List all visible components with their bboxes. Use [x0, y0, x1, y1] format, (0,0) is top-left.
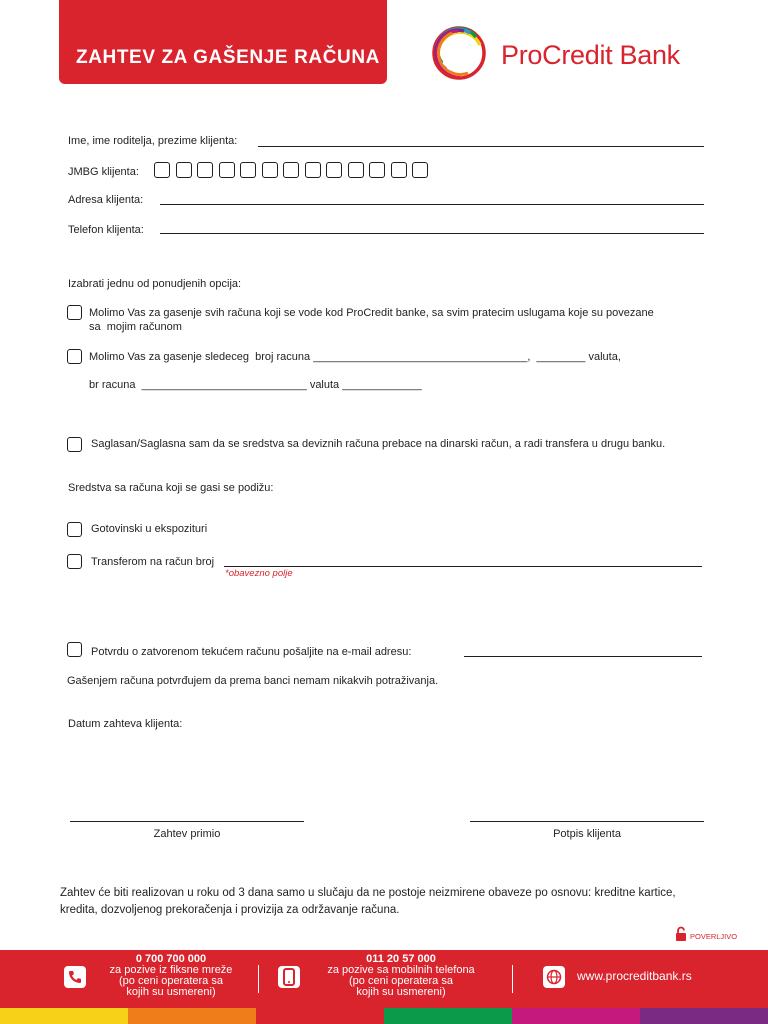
jmbg-digit-box[interactable] [326, 162, 342, 178]
color-stripe-green [384, 1008, 512, 1024]
color-stripe-red [256, 1008, 384, 1024]
procredit-logo-icon [430, 25, 490, 81]
lock-icon [675, 926, 687, 941]
date-label: Datum zahteva klijenta: [68, 718, 183, 730]
address-label: Adresa klijenta: [68, 194, 144, 206]
jmbg-digit-box[interactable] [176, 162, 192, 178]
jmbg-label: JMBG klijenta: [68, 166, 139, 178]
mobile-icon [278, 966, 300, 988]
jmbg-digit-box[interactable] [305, 162, 321, 178]
single-account-checkbox[interactable] [67, 349, 82, 364]
mobile-text1: za pozive sa mobilnih telefona [327, 964, 475, 976]
globe-icon [543, 966, 565, 988]
color-stripe-magenta [512, 1008, 640, 1024]
jmbg-digit-box[interactable] [348, 162, 364, 178]
color-stripe-purple [640, 1008, 768, 1024]
all-accounts-text-line1: Molimo Vas za gasenje svih računa koji se vode kod ProCredit banke, sa svim pratecim uslugama koje su povezane [89, 307, 654, 319]
jmbg-digit-box[interactable] [369, 162, 385, 178]
form-title: ZAHTEV ZA GAŠENJE RAČUNA [76, 47, 380, 68]
phone-field[interactable] [160, 233, 704, 234]
website-link[interactable]: www.procreditbank.rs [577, 969, 692, 983]
all-accounts-option [89, 306, 729, 334]
options-heading: Izabrati jednu od ponudjenih opcija: [68, 278, 242, 290]
phone-icon [64, 966, 86, 988]
transfer-checkbox[interactable] [67, 554, 82, 569]
color-stripe-yellow [0, 1008, 128, 1024]
landline-number: 0 700 700 000 [135, 953, 207, 965]
received-by-signature-line[interactable] [70, 821, 304, 822]
footer-separator [512, 965, 513, 993]
email-option: Potvrdu o zatvorenom tekućem računu pošaljite na e-mail adresu: [91, 646, 412, 658]
withdrawal-heading: Sredstva sa računa koji se gasi se podižu: [68, 482, 274, 494]
phone-label: Telefon klijenta: [68, 224, 144, 236]
landline-text1: za pozive iz fiksne mreže [109, 964, 233, 976]
color-stripe-orange [128, 1008, 256, 1024]
received-by-label: Zahtev primio [153, 828, 221, 840]
no-claims-statement: Gašenjem računa potvrđujem da prema banci nemam nikakvih potraživanja. [67, 675, 439, 687]
mobile-text2: (po ceni operatera sa [349, 975, 453, 987]
email-field[interactable] [464, 656, 702, 657]
jmbg-digit-box[interactable] [240, 162, 256, 178]
email-checkbox[interactable] [67, 642, 82, 657]
jmbg-digit-box[interactable] [283, 162, 299, 178]
consent-text: Saglasan/Saglasna sam da se sredstva sa deviznih računa prebace na dinarski račun, a radi transfera u drugu banku. [91, 438, 666, 450]
title-band [59, 0, 387, 84]
client-name-label: Ime, ime roditelja, prezime klijenta: [68, 135, 238, 147]
jmbg-digit-box[interactable] [197, 162, 213, 178]
landline-text3: kojih su usmereni) [126, 986, 216, 998]
address-field[interactable] [160, 204, 704, 205]
single-account-text: Molimo Vas za gasenje sledeceg broj racuna ___________________________________, ________ valuta, [89, 351, 621, 363]
notice-line2: kredita, dozvoljenog prekoračenja i provizija za održavanje računa. [60, 904, 400, 916]
client-signature-label: Potpis klijenta [553, 828, 621, 840]
transfer-option: Transferom na račun broj [91, 556, 215, 568]
jmbg-digit-box[interactable] [391, 162, 407, 178]
notice-line1: Zahtev će biti realizovan u roku od 3 dana samo u slučaju da ne postoje neizmirene obaveze po osnovu: kreditne kartice, [60, 887, 676, 899]
transfer-account-field[interactable] [224, 566, 702, 567]
cash-checkbox[interactable] [67, 522, 82, 537]
client-signature-line[interactable] [470, 821, 704, 822]
bank-name: ProCredit Bank [501, 40, 680, 70]
processing-notice [60, 885, 760, 919]
jmbg-digit-box[interactable] [219, 162, 235, 178]
single-account-text-line2: br racuna ___________________________ valuta _____________ [89, 379, 422, 391]
confidential-label: POVERLJIVO [690, 932, 738, 941]
footer-separator [258, 965, 259, 993]
all-accounts-checkbox[interactable] [67, 305, 82, 320]
jmbg-digit-box[interactable] [412, 162, 428, 178]
cash-option: Gotovinski u ekspozituri [91, 523, 208, 535]
all-accounts-text-line2: sa mojim računom [89, 321, 182, 333]
landline-text2: (po ceni operatera sa [119, 975, 223, 987]
client-name-field[interactable] [258, 146, 704, 147]
consent-checkbox[interactable] [67, 437, 82, 452]
mobile-text3: kojih su usmereni) [356, 986, 446, 998]
landline-info [92, 954, 250, 998]
jmbg-digit-box[interactable] [262, 162, 278, 178]
mobile-number: 011 20 57 000 [366, 953, 436, 965]
jmbg-digit-box[interactable] [154, 162, 170, 178]
required-note: *obavezno polje [225, 568, 293, 579]
mobile-info [306, 954, 496, 998]
